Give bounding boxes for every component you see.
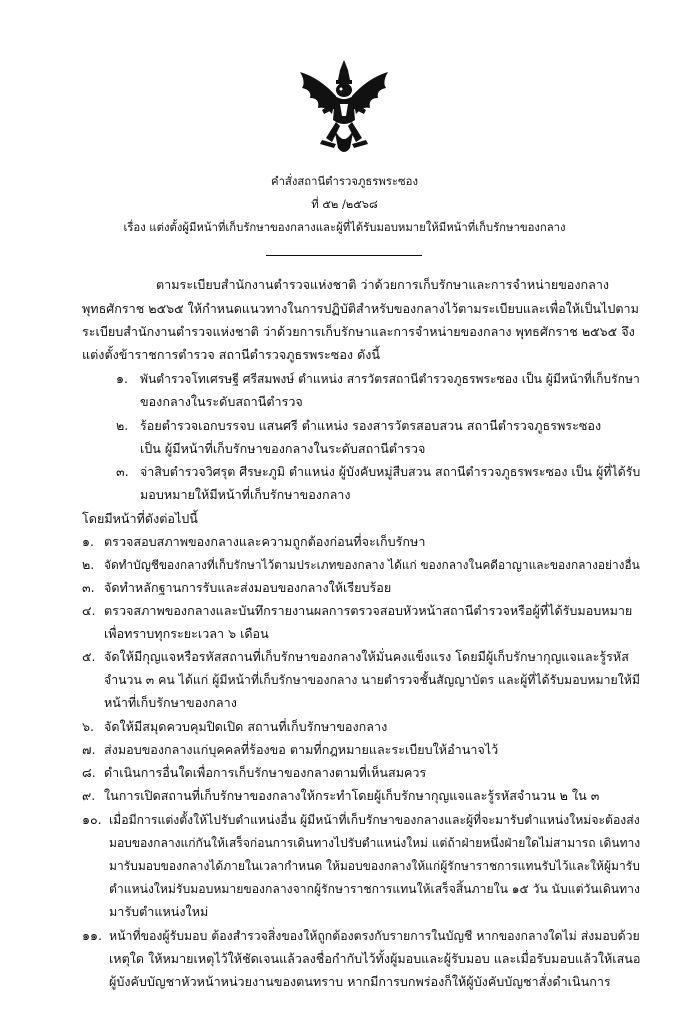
duty-line: มารับมอบของกลางได้ภายในเวลากำหนด ให้มอบของกลางให้แก่ผู้รักษาราชการแทนรับไว้และให้ผู้มารับ bbox=[109, 859, 640, 873]
duty-number: ๔. bbox=[82, 603, 96, 618]
intro-line: พุทธศักราช ๒๕๖๕ ให้กำหนดแนวทางในการปฏิบัติสำหรับของกลางไว้ตามระเบียบและเพื่อให้เป็นไปตาม bbox=[82, 301, 639, 316]
appointee-number: ๑. bbox=[116, 371, 128, 386]
duty-line: จัดให้มีสมุดควบคุมปิดเปิด สถานที่เก็บรักษาของกลาง bbox=[104, 719, 388, 734]
appointee-line: ร้อยตำรวจเอกบรรจบ แสนศรี ตำแหน่ง รองสารวัตรสอบสวน สถานีตำรวจภูธรพระซอง bbox=[140, 418, 602, 433]
duty-line: จัดทำหลักฐานการรับและส่งมอบของกลางให้เรียบร้อย bbox=[104, 580, 392, 595]
order-subject: เรื่อง แต่งตั้งผู้มีหน้าที่เก็บรักษาของกลางและผู้ที่ได้รับมอบหมายให้มีหน้าที่เก็บรักษาของกลาง bbox=[123, 220, 566, 234]
duty-line: หน้าที่เก็บรักษาของกลาง bbox=[104, 695, 237, 710]
duty-line: ดำเนินการอื่นใดเพื่อการเก็บรักษาของกลางตามที่เห็นสมควร bbox=[104, 765, 427, 780]
header-divider bbox=[266, 255, 422, 256]
intro-line: ระเบียบสำนักงานตำรวจแห่งชาติ ว่าด้วยการเก็บรักษาและการจำหน่ายของกลาง พุทธศักราช ๒๕๖๕ จึง bbox=[82, 324, 635, 339]
duty-number: ๖. bbox=[82, 719, 94, 734]
duty-number: ๕. bbox=[82, 649, 96, 664]
duty-line: มารับตำแหน่งใหม่ bbox=[109, 904, 209, 919]
duty-number: ๑. bbox=[82, 534, 94, 549]
duty-line: มอบของกลางแก่กันให้เสร็จก่อนการเดินทางไปรับตำแหน่งใหม่ แต่ถ้าฝ่ายหนึ่งฝ่ายใดไม่สามารถ เดินทาง bbox=[109, 836, 641, 850]
duty-number: ๑๑. bbox=[82, 928, 102, 943]
duties-heading: โดยมีหน้าที่ดังต่อไปนี้ bbox=[82, 511, 198, 526]
duty-number: ๓. bbox=[82, 580, 95, 595]
order-number: ที่ ๕๒ /๒๕๖๘ bbox=[311, 197, 378, 211]
appointee-number: ๓. bbox=[116, 464, 129, 479]
intro-line: แต่งตั้งข้าราชการตำรวจ สถานีตำรวจภูธรพระซอง ดังนี้ bbox=[82, 347, 381, 362]
duty-line: ในการเปิดสถานที่เก็บรักษาของกลางให้กระทำโดยผู้เก็บรักษากุญแจและรู้รหัสจำนวน ๒ ใน ๓ bbox=[104, 788, 600, 803]
appointee-line: ของกลางในระดับสถานีตำรวจ bbox=[140, 394, 303, 409]
appointee-line: มอบหมายให้มีหน้าที่เก็บรักษาของกลาง bbox=[140, 487, 351, 502]
duty-line: ผู้บังคับบัญชาหัวหน้าหน่วยงานของตนทราบ หากมีการบกพร่องก็ให้ผู้บังคับบัญชาสั่งดำเนินการ bbox=[109, 974, 611, 989]
duty-number: ๑๐. bbox=[82, 812, 102, 827]
duty-number: ๗. bbox=[82, 742, 96, 757]
duty-line: เมื่อมีการแต่งตั้งให้ไปรับตำแหน่งอื่น ผู้มีหน้าที่เก็บรักษาของกลางและผู้ที่จะมารับตำแหน่งใหม่จะต้องส่ง bbox=[109, 813, 640, 827]
duty-number: ๒. bbox=[82, 557, 95, 572]
duty-number: ๙. bbox=[82, 788, 96, 803]
appointee-line: เป็น ผู้มีหน้าที่เก็บรักษาของกลางในระดับสถานีตำรวจ bbox=[140, 441, 426, 456]
intro-line: ตามระเบียบสำนักงานตำรวจแห่งชาติ ว่าด้วยการเก็บรักษาและการจำหน่ายของกลาง bbox=[156, 277, 610, 292]
duty-line: หน้าที่ของผู้รับมอบ ต้องสำรวจสิ่งของให้ถูกต้องตรงกับรายการในบัญชี หากของกลางใดไม่ ส่งมอบด้วย bbox=[109, 929, 640, 943]
duty-line: ส่งมอบของกลางแก่บุคคลที่ร้องขอ ตามที่กฎหมายและระเบียบให้อำนาจไว้ bbox=[104, 742, 499, 757]
order-title: คำสั่งสถานีตำรวจภูธรพระซอง bbox=[271, 174, 418, 188]
duty-line: ตรวจสภาพของกลางและบันทึกรายงานผลการตรวจสอบหัวหน้าสถานีตำรวจหรือผู้ที่ได้รับมอบหมาย bbox=[104, 603, 633, 618]
duty-line: จัดให้มีกุญแจหรือรหัสสถานที่เก็บรักษาของกลางให้มั่นคงแข็งแรง โดยมีผู้เก็บรักษากุญแจและรู้รหัส bbox=[104, 649, 629, 664]
appointee-number: ๒. bbox=[116, 418, 129, 433]
appointee-line: จ่าสิบตำรวจวิศรุต ศีรษะภูมิ ตำแหน่ง ผู้บังคับหมู่สืบสวน สถานีตำรวจภูธรพระซอง เป็น ผู้ที่ได้รับ bbox=[140, 464, 641, 479]
duty-line: จัดทำบัญชีของกลางที่เก็บรักษาไว้ตามประเภทของกลาง ได้แก่ ของกลางในคดีอาญาและของกลางอย่างอื่น bbox=[104, 558, 640, 572]
duty-line: ตำแหน่งใหม่รับมอบหมายของกลางจากผู้รักษาราชการแทนให้เสร็จสิ้นภายใน ๑๕ วัน นับแต่วันเดินทาง bbox=[109, 882, 640, 896]
garuda-emblem-icon bbox=[292, 58, 396, 158]
duty-line: ตรวจสอบสภาพของกลางและความถูกต้องก่อนที่จะเก็บรักษา bbox=[104, 534, 426, 549]
appointee-line: พันตำรวจโทเศรษฐี ศรีสมพงษ์ ตำแหน่ง สารวัตรสถานีตำรวจภูธรพระซอง เป็น ผู้มีหน้าที่เก็บรักษา bbox=[140, 372, 640, 386]
duty-number: ๘. bbox=[82, 765, 96, 780]
duty-line: เพื่อทราบทุกระยะเวลา ๖ เดือน bbox=[104, 626, 269, 641]
duty-line: เหตุใด ให้หมายเหตุไว้ให้ชัดเจนแล้วลงชื่อกำกับไว้ทั้งผู้มอบและผู้รับมอบ และเมื่อรับมอบแล้วให้เสนอ bbox=[109, 951, 641, 966]
duty-line: จำนวน ๓ คน ได้แก่ ผู้มีหน้าที่เก็บรักษาของกลาง นายตำรวจชั้นสัญญาบัตร และผู้ที่ได้รับมอบหมายให้มี bbox=[104, 673, 641, 687]
